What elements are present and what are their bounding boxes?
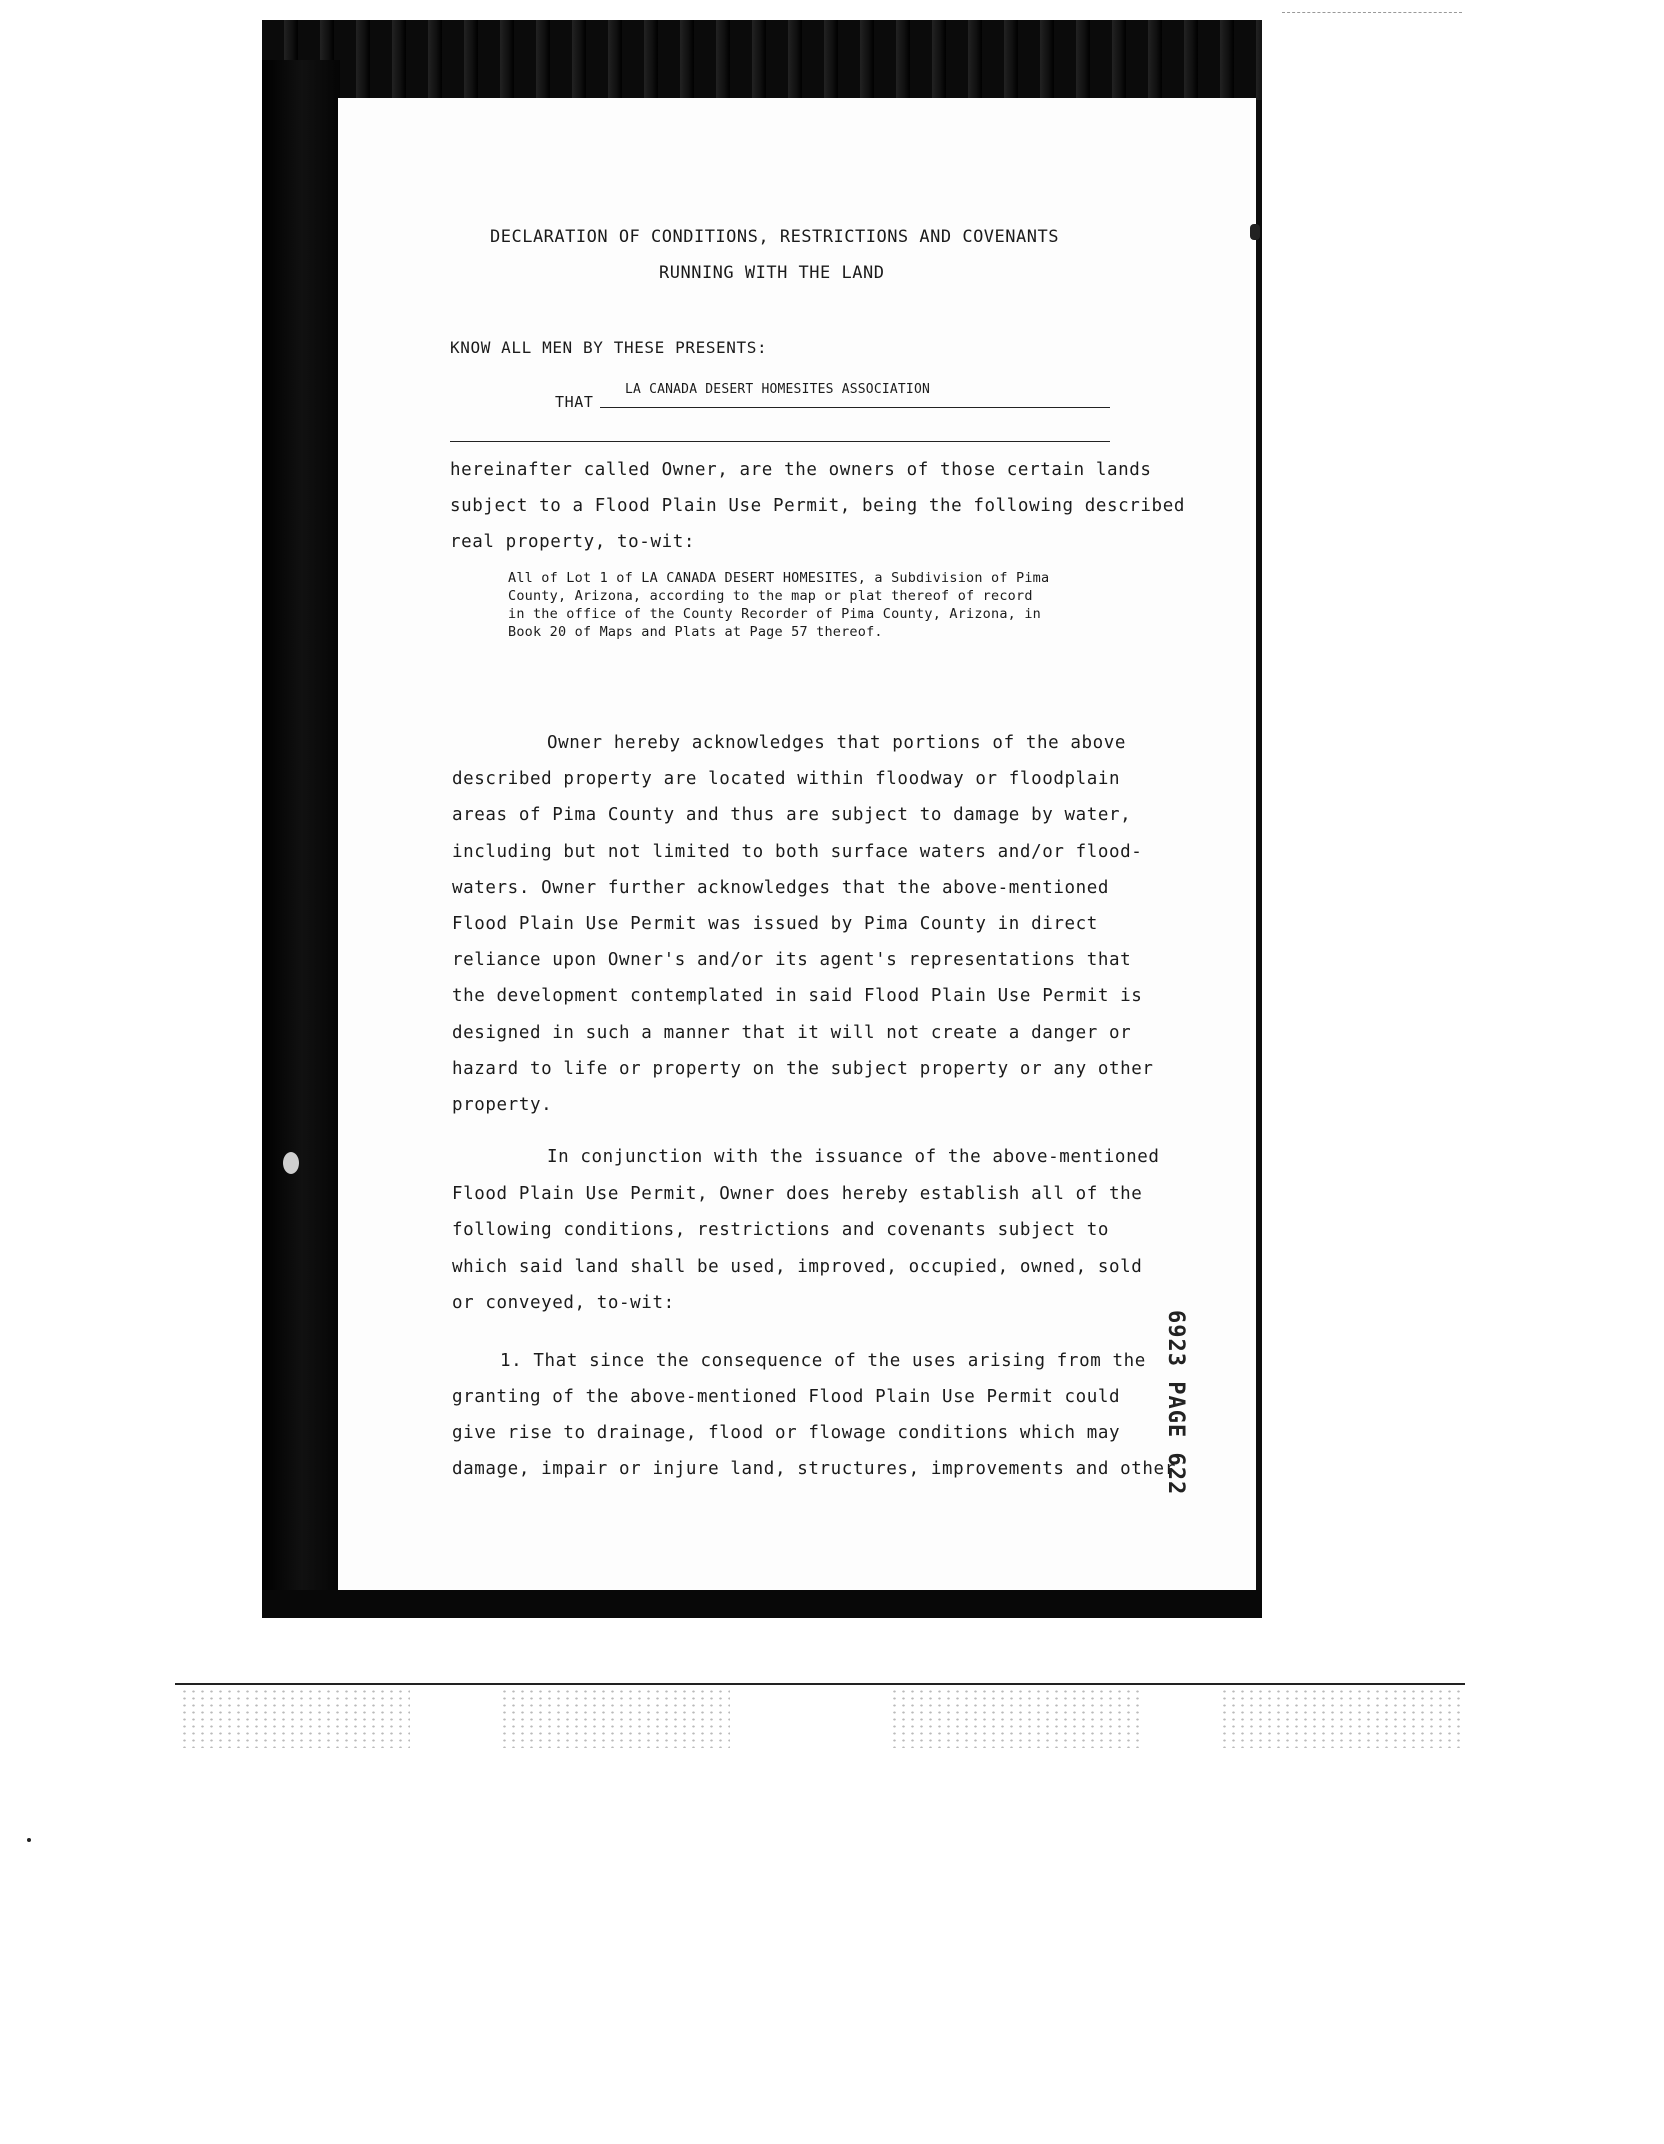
- paragraph-line: or conveyed, to-wit:: [452, 1293, 675, 1313]
- preamble: KNOW ALL MEN BY THESE PRESENTS:: [450, 338, 768, 357]
- scan-top-band: [262, 20, 1262, 100]
- footer-speckle: [1220, 1688, 1460, 1748]
- recording-stamp: 6923 PAGE 622: [1163, 1310, 1188, 1496]
- paragraph-line: Flood Plain Use Permit, Owner does hereby establish all of the: [452, 1183, 1143, 1204]
- continuation-underline: [450, 441, 1110, 442]
- legal-description-line: All of Lot 1 of LA CANADA DESERT HOMESITES, a Subdivision of Pima: [508, 570, 1050, 586]
- paragraph-line: which said land shall be used, improved, occupied, owned, sold: [452, 1256, 1143, 1277]
- paragraph-line: areas of Pima County and thus are subject to damage by water,: [452, 805, 1132, 826]
- paragraph-line: designed in such a manner that it will not create a danger or: [452, 1022, 1132, 1043]
- intro-line: hereinafter called Owner, are the owners of those certain lands: [450, 460, 1152, 480]
- scan-edge-mark: [1250, 224, 1260, 240]
- document-title-line-2: RUNNING WITH THE LAND: [659, 263, 885, 283]
- footer-speckle: [890, 1688, 1140, 1748]
- paragraph-line: reliance upon Owner's and/or its agent's representations that: [452, 950, 1132, 971]
- document-title-line-1: DECLARATION OF CONDITIONS, RESTRICTIONS AND COVENANTS: [490, 227, 1059, 247]
- item-line: 1. That since the consequence of the uses arising from the: [500, 1351, 1146, 1371]
- footer-speckle: [180, 1688, 410, 1748]
- paragraph-line: waters. Owner further acknowledges that the above-mentioned: [452, 877, 1110, 898]
- scan-edge-line: [1282, 12, 1462, 14]
- item-line: damage, impair or injure land, structures, improvements and other: [452, 1459, 1176, 1479]
- legal-description-line: in the office of the County Recorder of Pima County, Arizona, in: [508, 606, 1041, 622]
- that-label: THAT: [555, 393, 594, 411]
- item-line: give rise to drainage, flood or flowage conditions which may: [452, 1423, 1121, 1443]
- legal-description-line: Book 20 of Maps and Plats at Page 57 thereof.: [508, 624, 883, 640]
- paragraph-line: following conditions, restrictions and covenants subject to: [452, 1220, 1110, 1240]
- footer-rule: [175, 1683, 1465, 1685]
- paragraph-line: hazard to life or property on the subject property or any other: [452, 1058, 1154, 1079]
- owner-name-underline: [600, 407, 1110, 408]
- stray-mark: [27, 1838, 31, 1842]
- footer-speckle: [500, 1688, 730, 1748]
- legal-description-line: County, Arizona, according to the map or plat thereof of record: [508, 588, 1033, 604]
- paragraph-line: the development contemplated in said Flood Plain Use Permit is: [452, 986, 1143, 1007]
- paragraph-line: property.: [452, 1095, 553, 1115]
- paragraph-line: described property are located within floodway or floodplain: [452, 769, 1121, 790]
- paragraph-line: including but not limited to both surface waters and/or flood-: [452, 841, 1143, 862]
- intro-line: subject to a Flood Plain Use Permit, being the following described: [450, 496, 1185, 516]
- owner-name: LA CANADA DESERT HOMESITES ASSOCIATION: [625, 382, 931, 397]
- scan-left-band: [262, 60, 340, 1610]
- scan-bottom-band: [262, 1590, 1262, 1618]
- paragraph-line: Flood Plain Use Permit was issued by Pima County in direct: [452, 914, 1098, 934]
- paragraph-line: In conjunction with the issuance of the above-mentioned: [547, 1147, 1160, 1167]
- item-line: granting of the above-mentioned Flood Plain Use Permit could: [452, 1387, 1121, 1407]
- paragraph-line: Owner hereby acknowledges that portions of the above: [547, 733, 1127, 753]
- scan-blot: [283, 1152, 299, 1174]
- intro-line: real property, to-wit:: [450, 532, 695, 552]
